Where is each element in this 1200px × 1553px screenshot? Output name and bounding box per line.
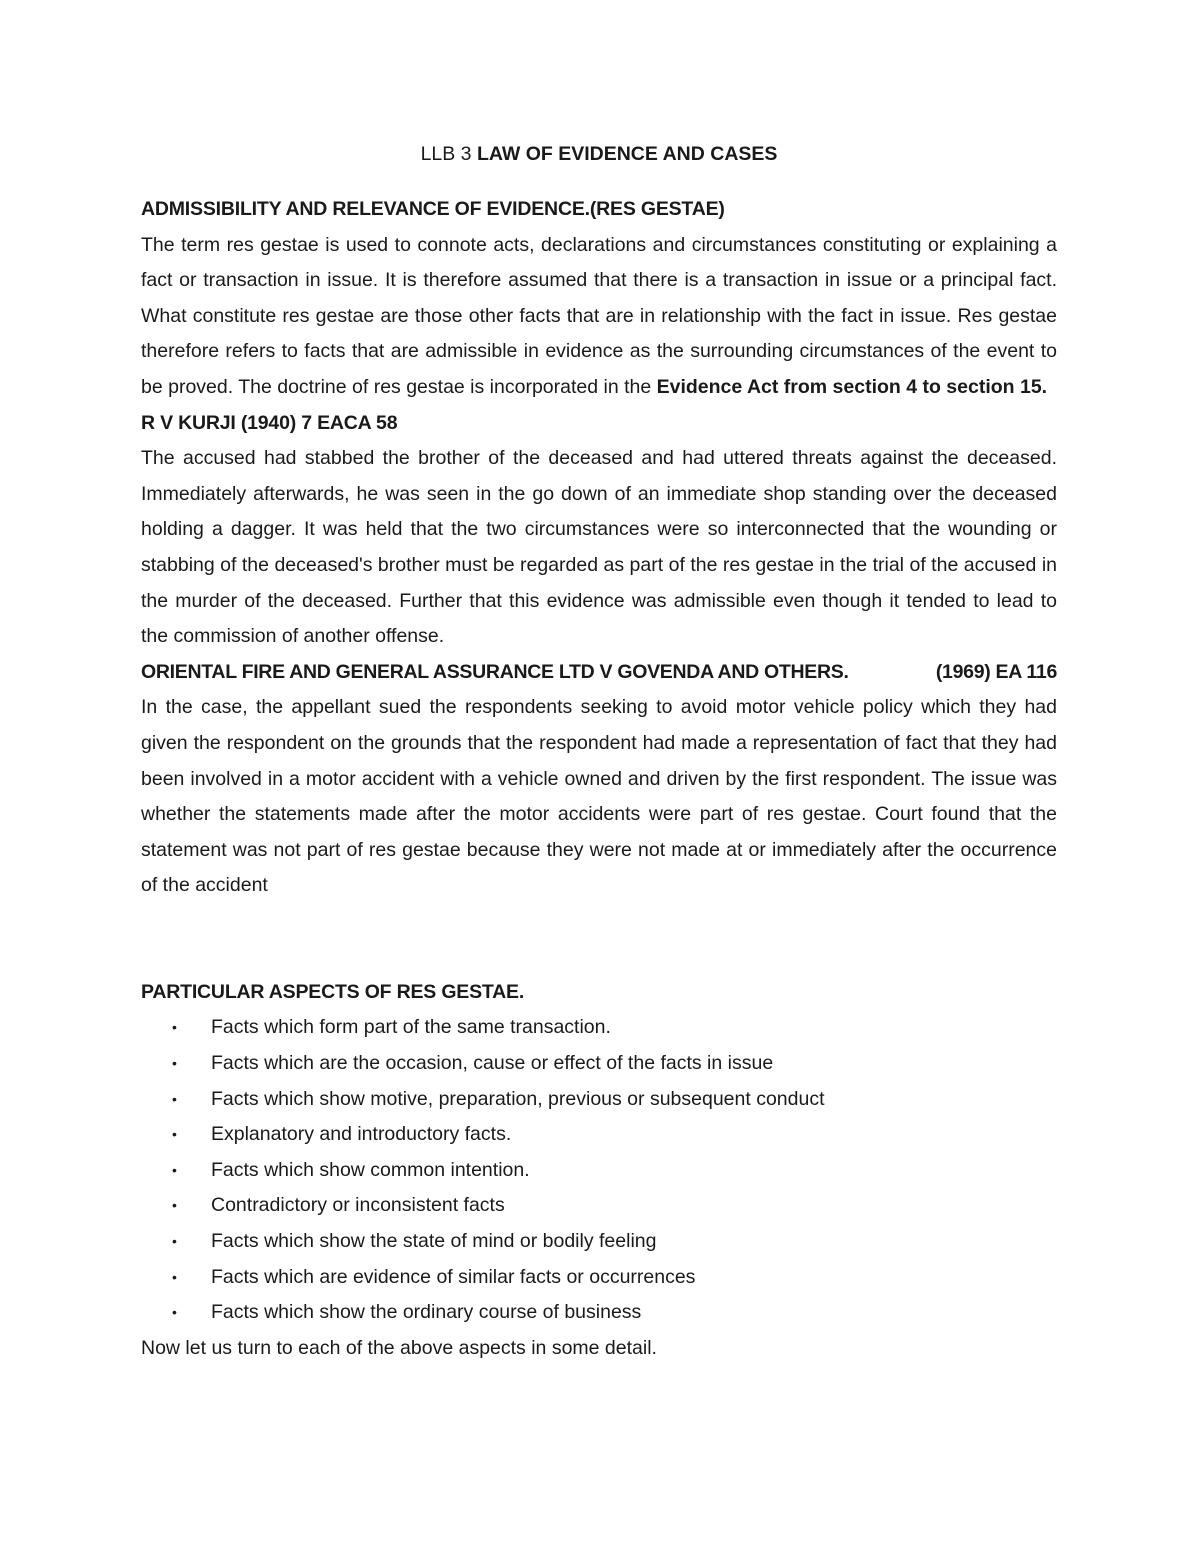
section-heading-aspects: PARTICULAR ASPECTS OF RES GESTAE. (141, 980, 525, 1003)
bullet-icon: • (172, 1268, 177, 1285)
case-heading-oriental-name: ORIENTAL FIRE AND GENERAL ASSURANCE LTD V GOVENDA AND OTHERS. (141, 660, 849, 683)
aspects-list (141, 1010, 1057, 1330)
document-title (141, 140, 1057, 168)
list-item (141, 1117, 1057, 1153)
bullet-icon: • (172, 1304, 177, 1321)
bullet-icon: • (172, 1126, 177, 1143)
case-heading-oriental-citation: (1969) EA 116 (935, 660, 1057, 683)
bullet-icon: • (172, 1090, 177, 1107)
list-item (141, 1082, 1057, 1118)
title-prefix: LLB 3 (420, 143, 477, 165)
list-item-text: Facts which form part of the same transaction. (211, 1016, 611, 1039)
list-item (141, 1010, 1057, 1046)
list-item-text: Facts which are evidence of similar facts or occurrences (211, 1265, 696, 1288)
bullet-icon: • (172, 1233, 177, 1250)
title-main: LAW OF EVIDENCE AND CASES (476, 143, 778, 165)
closing-sentence: Now let us turn to each of the above aspects in some detail. (141, 1336, 657, 1359)
list-item-text: Facts which are the occasion, cause or effect of the facts in issue (211, 1052, 774, 1075)
list-item (141, 1188, 1057, 1224)
list-item-text: Facts which show common intention. (211, 1158, 530, 1181)
paragraph-text: The term res gestae is used to connote acts, declarations and circumstances constituting or explaining a fact or transaction in issue. It is therefore assumed that there is a transaction in issue or a principal fact. What constitute res gestae are those other facts that are in relationship with the fact in issue. Res gestae therefore refers to facts that are admissible in evidence as the surrounding circumstances of the event to be proved. The doctrine of res gestae is incorporated in the (141, 233, 1057, 398)
list-item (141, 1295, 1057, 1331)
case-text-oriental: In the case, the appellant sued the respondents seeking to avoid motor vehicle policy which they had given the respondent on the grounds that the respondent had made a representation of fact that they had been involved in a motor accident with a vehicle owned and driven by the first respondent. The issue was whether the statements made after the motor accidents were part of res gestae. Court found that the statement was not part of res gestae because they were not made at or immediately after the occurrence of the accident (141, 696, 1057, 897)
list-item-text: Explanatory and introductory facts. (211, 1123, 512, 1146)
list-item-text: Facts which show the state of mind or bodily feeling (211, 1230, 657, 1253)
res-gestae-definition-paragraph (141, 228, 1057, 406)
list-item-text: Facts which show motive, preparation, previous or subsequent conduct (211, 1087, 825, 1110)
list-item (141, 1046, 1057, 1082)
section-heading-admissibility: ADMISSIBILITY AND RELEVANCE OF EVIDENCE.(RES GESTAE) (141, 198, 725, 220)
list-item (141, 1260, 1057, 1296)
case-heading-oriental (141, 655, 1057, 691)
case-heading-kurji: R V KURJI (1940) 7 EACA 58 (141, 411, 398, 434)
section-spacer (141, 904, 1057, 975)
bullet-icon: • (172, 1161, 177, 1178)
list-item (141, 1224, 1057, 1260)
list-item (141, 1153, 1057, 1189)
list-item-text: Facts which show the ordinary course of business (211, 1301, 642, 1324)
case-text-kurji: The accused had stabbed the brother of the deceased and had uttered threats against the deceased. Immediately afterwards, he was seen in the go down of an immediate shop standing over the deceased holding a dagger. It was held that the two circumstances were so interconnected that the wounding or stabbing of the deceased's brother must be regarded as part of the res gestae in the trial of the accused in the murder of the deceased. Further that this evidence was admissible even though it tended to lead to the commission of another offense. (141, 447, 1057, 648)
bullet-icon: • (172, 1019, 177, 1036)
bullet-icon: • (172, 1055, 177, 1072)
bullet-icon: • (172, 1197, 177, 1214)
list-item-text: Contradictory or inconsistent facts (211, 1194, 505, 1217)
paragraph-bold-reference: Evidence Act from section 4 to section 15. (656, 375, 1048, 398)
document-page (141, 140, 1057, 1366)
